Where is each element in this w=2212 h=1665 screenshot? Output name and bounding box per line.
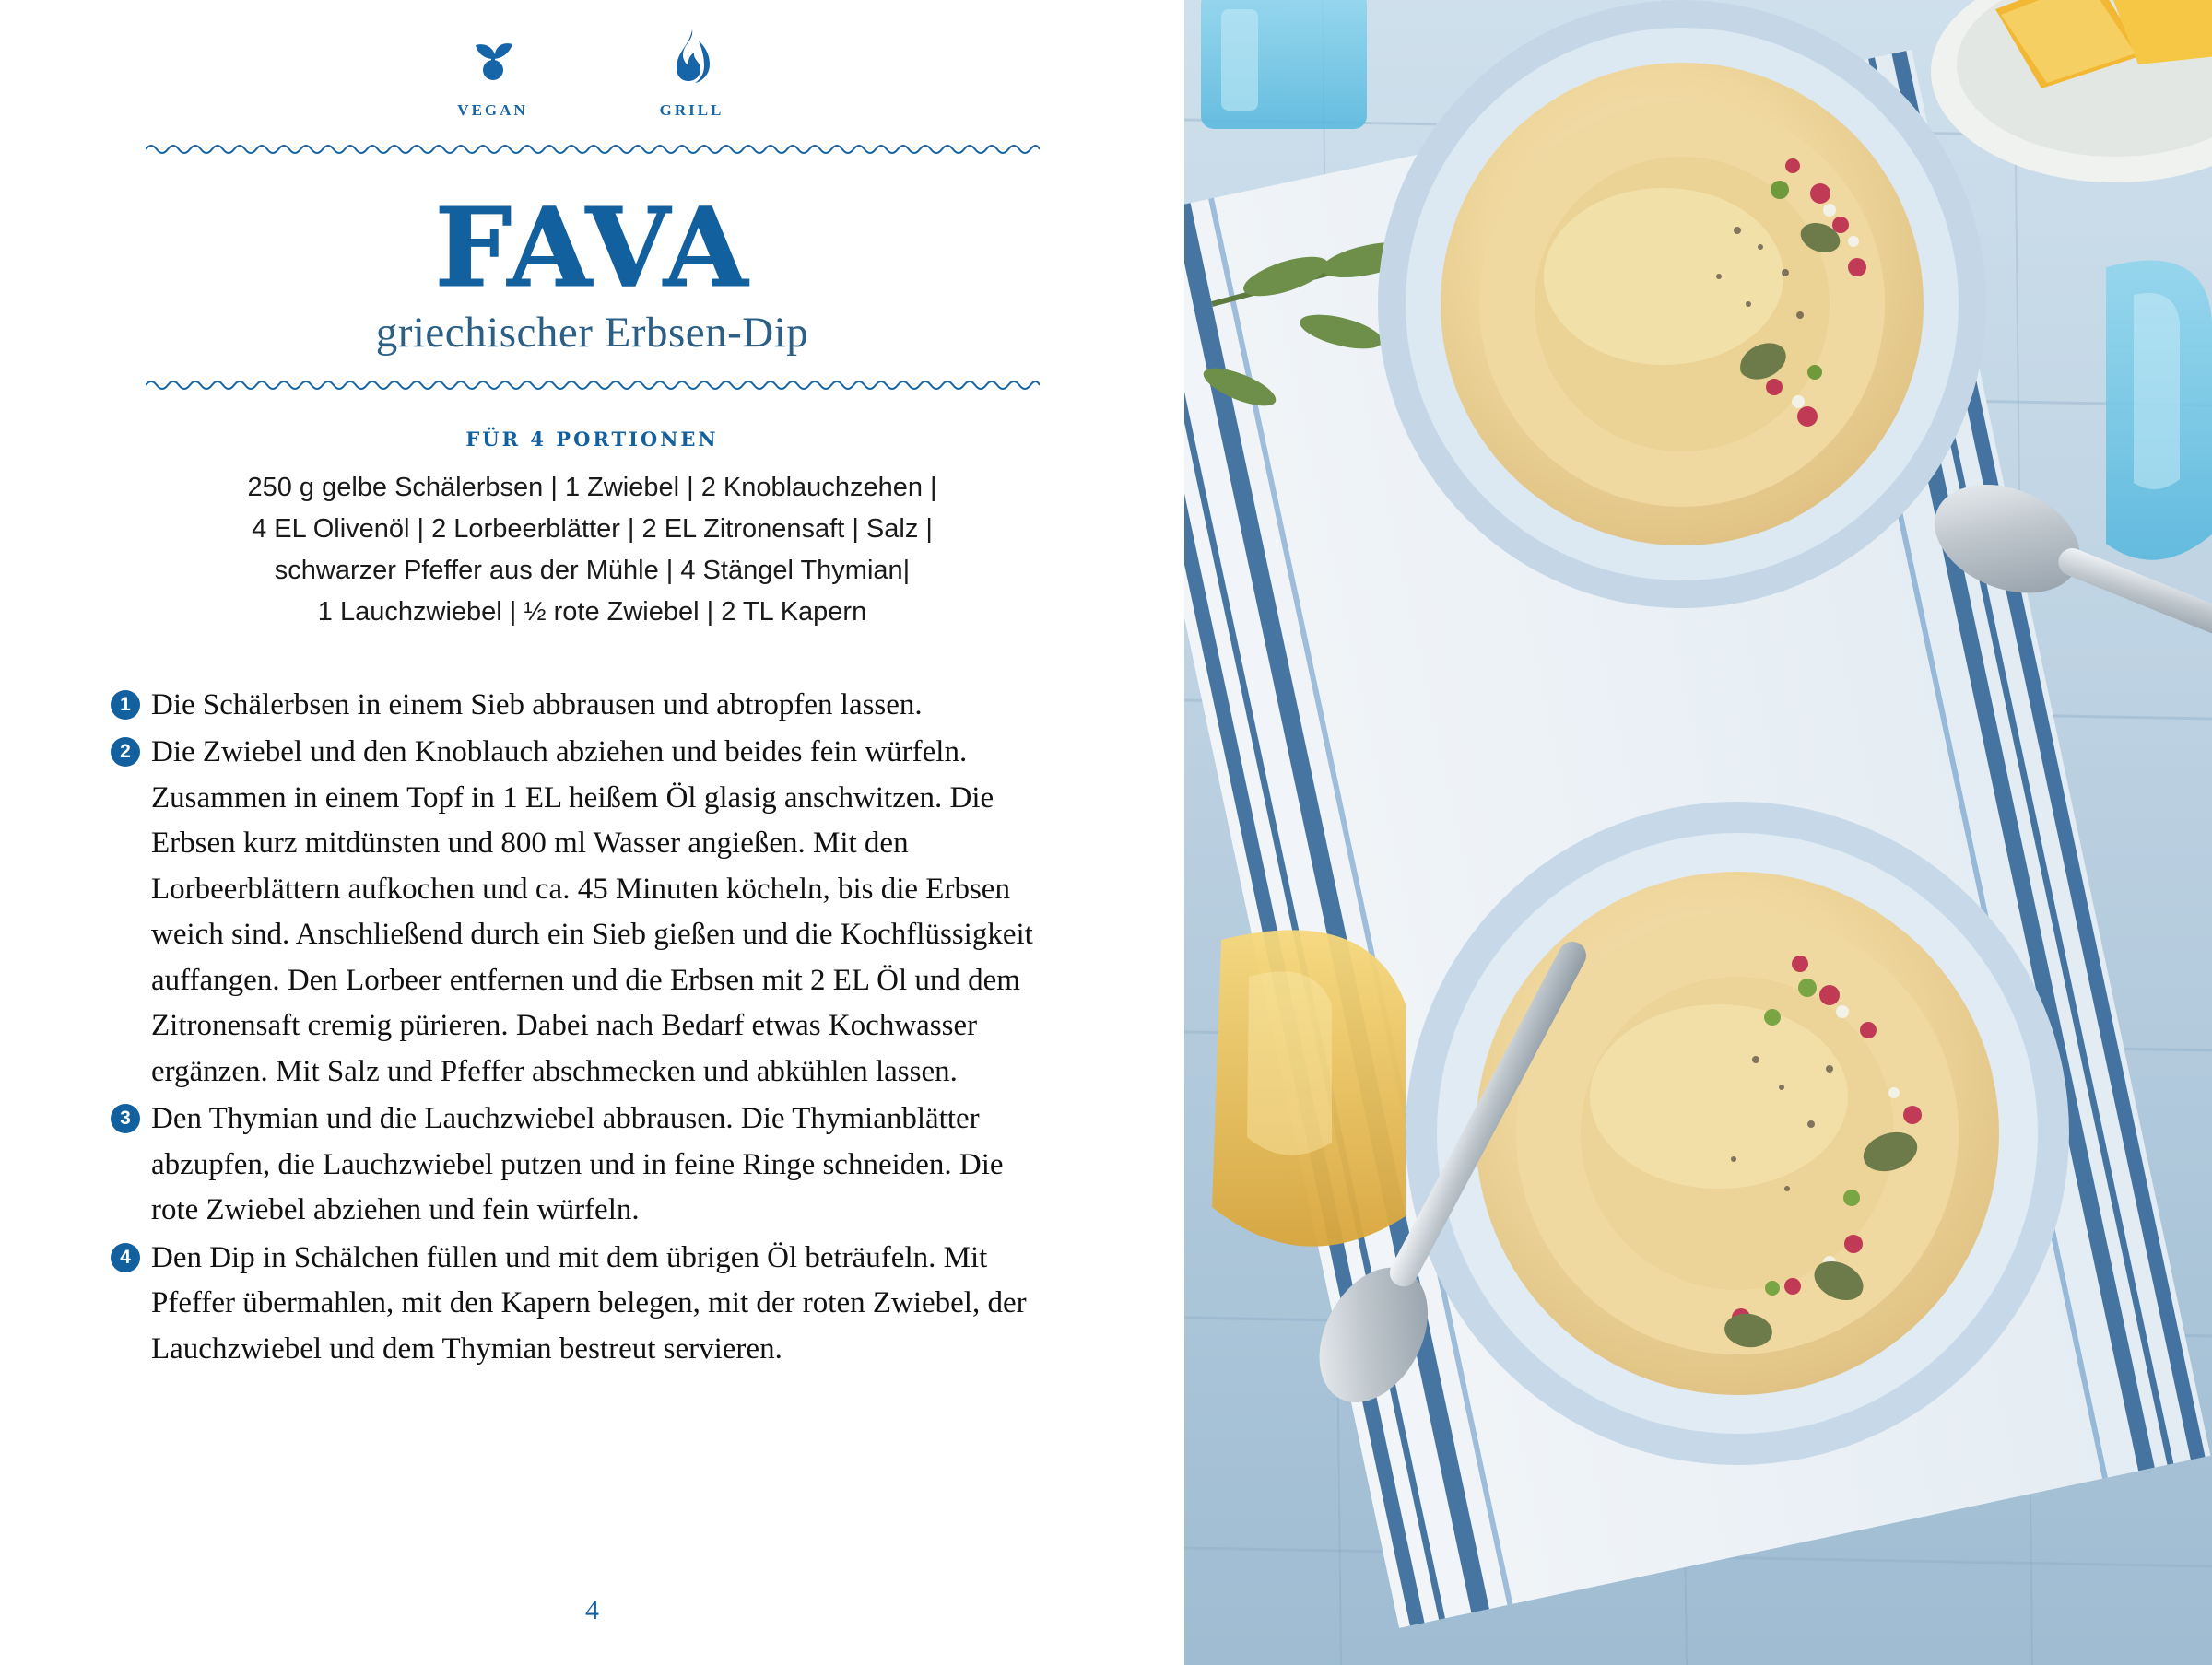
badge-row: [0, 0, 1184, 120]
step-text: Den Thymian und die Lauchzwiebel abbrausen. Die Thymianblätter abzupfen, die Lauchzwiebel putzen und in feine Ringe schneiden. Die rote Zwiebel abziehen und fein würfeln.: [151, 1102, 1004, 1227]
step-text: Den Dip in Schälchen füllen und mit dem übrigen Öl beträufeln. Mit Pfeffer übermahlen, mit den Kapern belegen, mit der roten Zwiebel, der Lauchzwiebel und dem Thymian bestreut servieren.: [151, 1240, 1027, 1366]
step-number-badge: 3: [111, 1104, 151, 1135]
step-item: [111, 683, 1041, 729]
grill-flame-icon: [637, 28, 747, 107]
step-text: Die Zwiebel und den Knoblauch abziehen und beides fein würfeln. Zusammen in einem Topf in 1 EL heißem Öl glasig anschwitzen. Die Erbsen kurz mitdünsten und 800 ml Wasser angießen. Mit den Lorbeerblättern aufkochen und ca. 45 Minuten köcheln, bis die Erbsen weich sind. Anschließend durch ein Sieb gießen und die Kochflüssigkeit auffangen. Den Lorbeer entfernen und die Erbsen mit 2 EL Öl und dem Zitronensaft cremig pürieren. Dabei nach Bedarf etwas Kochwasser ergänzen. Mit Salz und Pfeffer abschmecken und abkühlen lassen.: [151, 735, 1033, 1088]
badge-vegan-label: VEGAN: [457, 101, 528, 119]
badge-vegan: [438, 28, 548, 120]
preparation-steps: [111, 683, 1041, 1373]
badge-grill: [637, 28, 747, 120]
ingredients-line: 250 g gelbe Schälerbsen | 1 Zwiebel | 2 Knoblauchzehen |: [247, 473, 937, 502]
wave-divider-bottom: [146, 378, 1040, 393]
step-item: [111, 730, 1041, 1095]
step-number-badge: 1: [111, 690, 151, 721]
step-item: [111, 1096, 1041, 1234]
step-number-badge: 4: [111, 1243, 151, 1274]
ingredients-line: 1 Lauchzwiebel | ½ rote Zwiebel | 2 TL Kapern: [317, 596, 867, 627]
step-item: [111, 1236, 1041, 1373]
wave-divider-top: [146, 142, 1040, 157]
step-number-badge: 2: [111, 737, 151, 768]
step-text: Die Schälerbsen in einem Sieb abbrausen und abtropfen lassen.: [151, 687, 923, 721]
page-subtitle: griechischer Erbsen-Dip: [375, 309, 809, 357]
vegan-sprout-icon: [438, 28, 548, 107]
fava-dip-photo: [1184, 0, 2212, 1665]
portions-label: FÜR 4 PORTIONEN: [465, 428, 719, 451]
page-title: FAVA: [434, 183, 750, 311]
ingredients-line: schwarzer Pfeffer aus der Mühle | 4 Stängel Thymian|: [274, 555, 911, 585]
badge-grill-label: GRILL: [659, 101, 724, 119]
page-number: 4: [585, 1595, 599, 1625]
ingredients-list: [178, 467, 1007, 633]
ingredients-line: 4 EL Olivenöl | 2 Lorbeerblätter | 2 EL Zitronensaft | Salz |: [252, 513, 933, 544]
